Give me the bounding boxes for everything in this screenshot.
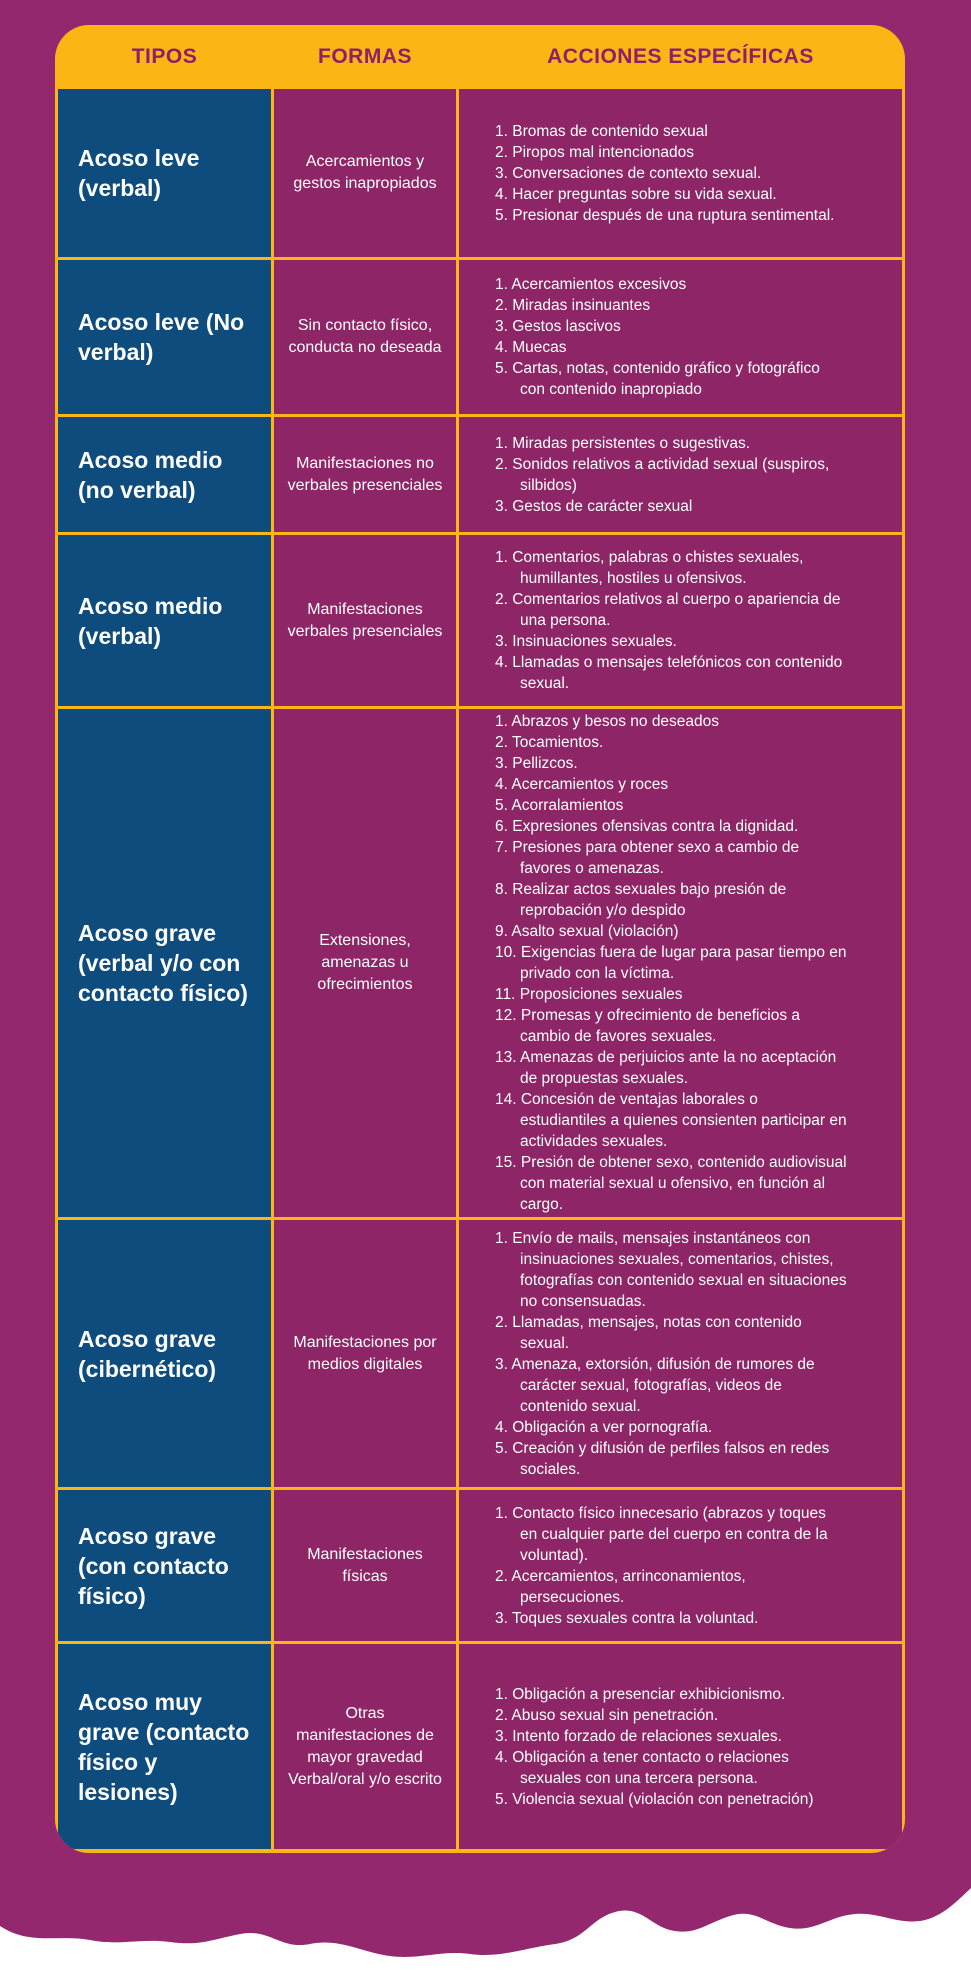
action-item: 5. Cartas, notas, contenido gráfico y fotográfico con contenido inapropiado <box>495 360 820 398</box>
column-header-acciones: ACCIONES ESPECÍFICAS <box>547 45 814 68</box>
type-cell: Acoso muy grave (contacto físico y lesiones) <box>58 1644 271 1849</box>
action-item: 1. Acercamientos excesivos <box>495 276 687 293</box>
actions-list <box>459 709 902 1217</box>
action-item: 4. Hacer preguntas sobre su vida sexual. <box>495 185 777 203</box>
form-cell: Sin contacto físico, conducta no deseada <box>274 260 456 414</box>
action-item: 12. Promesas y ofrecimiento de beneficios a cambio de favores sexuales. <box>495 1007 800 1045</box>
form-cell: Manifestaciones físicas <box>274 1490 456 1641</box>
form-cell: Manifestaciones no verbales presenciales <box>274 417 456 532</box>
action-item: 1. Bromas de contenido sexual <box>495 122 708 140</box>
action-item: 3. Conversaciones de contexto sexual. <box>495 164 762 182</box>
action-item: 3. Insinuaciones sexuales. <box>495 633 677 650</box>
action-item: 4. Muecas <box>495 339 567 356</box>
type-cell: Acoso leve (No verbal) <box>58 260 271 414</box>
table-body <box>58 89 902 1849</box>
action-item: 3. Toques sexuales contra la voluntad. <box>495 1609 759 1627</box>
form-cell: Acercamientos y gestos inapropiados <box>274 89 456 257</box>
action-item: 8. Realizar actos sexuales bajo presión de reprobación y/o despido <box>495 881 787 919</box>
table-header-row <box>58 25 902 89</box>
action-item: 1. Envío de mails, mensajes instantáneos con insinuaciones sexuales, comentarios, chistes, fotografías con contenido sexual en situaciones no consensuadas. <box>495 1229 847 1310</box>
column-header-formas: FORMAS <box>318 45 412 68</box>
action-item: 9. Asalto sexual (violación) <box>495 923 679 940</box>
action-item: 10. Exigencias fuera de lugar para pasar tiempo en privado con la víctima. <box>495 944 847 982</box>
form-cell: Manifestaciones por medios digitales <box>274 1220 456 1487</box>
form-cell: Manifestaciones verbales presenciales <box>274 535 456 706</box>
form-cell: Otras manifestaciones de mayor gravedad Verbal/oral y/o escrito <box>274 1644 456 1849</box>
actions-list <box>459 535 902 706</box>
action-item: 7. Presiones para obtener sexo a cambio de favores o amenazas. <box>495 839 800 877</box>
action-item: 5. Violencia sexual (violación con penetración) <box>495 1790 814 1808</box>
actions-list <box>459 1490 902 1641</box>
type-cell: Acoso medio (verbal) <box>58 535 271 706</box>
type-cell: Acoso grave (con contacto físico) <box>58 1490 271 1641</box>
action-item: 3. Amenaza, extorsión, difusión de rumores de carácter sexual, fotografías, videos de contenido sexual. <box>495 1355 815 1415</box>
action-item: 2. Comentarios relativos al cuerpo o apariencia de una persona. <box>495 591 841 629</box>
action-item: 2. Sonidos relativos a actividad sexual (suspiros, silbidos) <box>495 455 830 494</box>
action-item: 5. Creación y difusión de perfiles falsos en redes sociales. <box>495 1439 830 1478</box>
action-item: 2. Abuso sexual sin penetración. <box>495 1706 719 1724</box>
action-item: 4. Obligación a tener contacto o relaciones sexuales con una tercera persona. <box>495 1748 789 1787</box>
type-cell: Acoso medio (no verbal) <box>58 417 271 532</box>
action-item: 2. Acercamientos, arrinconamientos, persecuciones. <box>495 1567 746 1606</box>
actions-list <box>459 89 902 257</box>
action-item: 2. Piropos mal intencionados <box>495 143 695 161</box>
actions-list <box>459 1220 902 1487</box>
action-item: 2. Miradas insinuantes <box>495 297 651 314</box>
action-item: 3. Gestos lascivos <box>495 318 621 335</box>
action-item: 4. Llamadas o mensajes telefónicos con contenido sexual. <box>495 654 843 692</box>
type-cell: Acoso leve (verbal) <box>58 89 271 257</box>
action-item: 14. Concesión de ventajas laborales o estudiantiles a quienes consienten participar en actividades sexuales. <box>495 1091 847 1150</box>
type-cell: Acoso grave (cibernético) <box>58 1220 271 1487</box>
action-item: 1. Miradas persistentes o sugestivas. <box>495 434 751 452</box>
action-item: 13. Amenazas de perjuicios ante la no aceptación de propuestas sexuales. <box>495 1049 837 1087</box>
action-item: 5. Presionar después de una ruptura sentimental. <box>495 206 835 224</box>
column-header-tipos: TIPOS <box>131 45 198 68</box>
action-item: 15. Presión de obtener sexo, contenido audiovisual con material sexual u ofensivo, en función al cargo. <box>495 1154 847 1213</box>
action-item: 5. Acorralamientos <box>495 797 624 814</box>
actions-list <box>459 1644 902 1849</box>
action-item: 1. Contacto físico innecesario (abrazos y toques en cualquier parte del cuerpo en contra de la voluntad). <box>495 1504 828 1564</box>
actions-list <box>459 260 902 414</box>
action-item: 1. Obligación a presenciar exhibicionismo. <box>495 1685 786 1703</box>
action-item: 3. Gestos de carácter sexual <box>495 497 693 515</box>
form-cell: Extensiones, amenazas u ofrecimientos <box>274 709 456 1217</box>
action-item: 1. Abrazos y besos no deseados <box>495 713 720 730</box>
action-item: 11. Proposiciones sexuales <box>495 986 683 1003</box>
action-item: 2. Llamadas, mensajes, notas con contenido sexual. <box>495 1313 802 1352</box>
action-item: 1. Comentarios, palabras o chistes sexuales, humillantes, hostiles u ofensivos. <box>495 549 804 587</box>
action-item: 4. Acercamientos y roces <box>495 776 669 793</box>
type-cell: Acoso grave (verbal y/o con contacto físico) <box>58 709 271 1217</box>
actions-list <box>459 417 902 532</box>
action-item: 3. Pellizcos. <box>495 755 578 772</box>
action-item: 4. Obligación a ver pornografía. <box>495 1418 713 1436</box>
action-item: 6. Expresiones ofensivas contra la dignidad. <box>495 818 799 835</box>
action-item: 3. Intento forzado de relaciones sexuales. <box>495 1727 782 1745</box>
harassment-types-table <box>55 25 905 1853</box>
action-item: 2. Tocamientos. <box>495 734 604 751</box>
